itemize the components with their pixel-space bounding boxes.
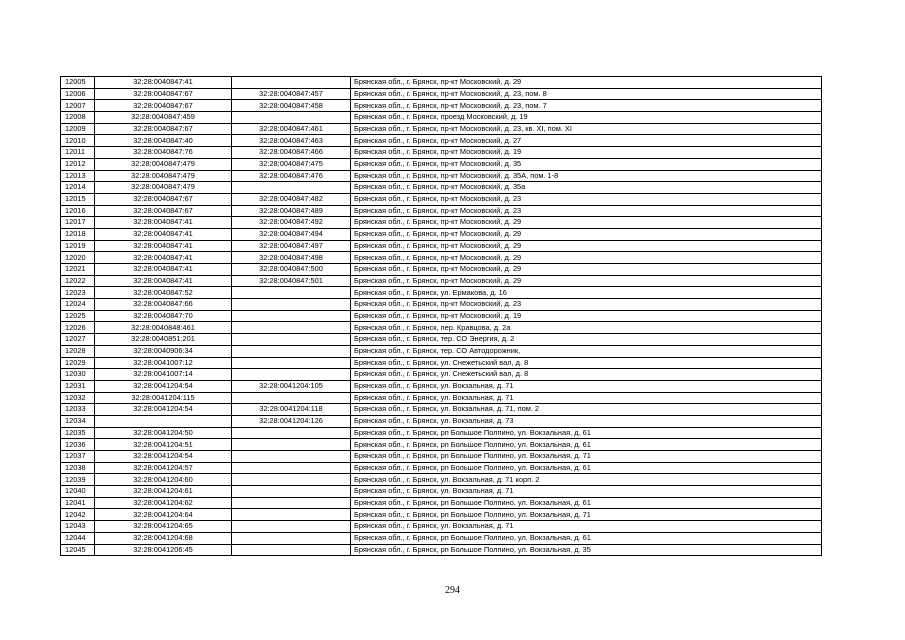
row-number-cell: 12033 <box>61 404 95 416</box>
cadastral-number-cell: 32:28:0040847:41 <box>95 275 232 287</box>
address-cell: Брянская обл., г. Брянск, ул. Вокзальная, д. 71 <box>351 521 822 533</box>
table-row <box>61 474 822 486</box>
object-cadastral-number-cell <box>232 474 351 486</box>
object-cadastral-number-cell <box>232 182 351 194</box>
table-row <box>61 147 822 159</box>
address-cell: Брянская обл., г. Брянск, ул. Вокзальная, д. 71, пом. 2 <box>351 404 822 416</box>
table-row <box>61 380 822 392</box>
object-cadastral-number-cell <box>232 334 351 346</box>
row-number-cell: 12009 <box>61 123 95 135</box>
cadastral-number-cell: 32:28:0041204:51 <box>95 439 232 451</box>
row-number-cell: 12023 <box>61 287 95 299</box>
cadastral-number-cell: 32:28:0040847:67 <box>95 100 232 112</box>
address-cell: Брянская обл., г. Брянск, тер. СО Автодорожник, <box>351 345 822 357</box>
registry-table <box>60 76 822 556</box>
row-number-cell: 12012 <box>61 158 95 170</box>
object-cadastral-number-cell <box>232 299 351 311</box>
address-cell: Брянская обл., г. Брянск, ул. Вокзальная, д. 71 корп. 2 <box>351 474 822 486</box>
object-cadastral-number-cell <box>232 310 351 322</box>
table-row <box>61 357 822 369</box>
address-cell: Брянская обл., г. Брянск, рп Большое Полпино, ул. Вокзальная, д. 35 <box>351 544 822 556</box>
cadastral-number-cell: 32:28:0040847:41 <box>95 77 232 89</box>
object-cadastral-number-cell <box>232 532 351 544</box>
address-cell: Брянская обл., г. Брянск, пр-кт Московский, д. 29 <box>351 77 822 89</box>
row-number-cell: 12031 <box>61 380 95 392</box>
table-row <box>61 193 822 205</box>
address-cell: Брянская обл., г. Брянск, ул. Вокзальная, д. 73 <box>351 415 822 427</box>
cadastral-number-cell: 32:28:0040847:41 <box>95 264 232 276</box>
object-cadastral-number-cell: 32:28:0040847:463 <box>232 135 351 147</box>
address-cell: Брянская обл., г. Брянск, пр-кт Московский, д. 35А, пом. 1-8 <box>351 170 822 182</box>
cadastral-number-cell: 32:28:0041204:68 <box>95 532 232 544</box>
row-number-cell: 12041 <box>61 497 95 509</box>
address-cell: Брянская обл., г. Брянск, тер. СО Энергия, д. 2 <box>351 334 822 346</box>
table-row <box>61 509 822 521</box>
table-row <box>61 264 822 276</box>
cadastral-number-cell: 32:28:0040847:70 <box>95 310 232 322</box>
table-row <box>61 100 822 112</box>
object-cadastral-number-cell: 32:28:0040847:492 <box>232 217 351 229</box>
object-cadastral-number-cell: 32:28:0040847:482 <box>232 193 351 205</box>
object-cadastral-number-cell <box>232 287 351 299</box>
address-cell: Брянская обл., г. Брянск, пр-кт Московский, д. 23 <box>351 299 822 311</box>
object-cadastral-number-cell: 32:28:0041204:105 <box>232 380 351 392</box>
table-row <box>61 462 822 474</box>
row-number-cell: 12028 <box>61 345 95 357</box>
cadastral-number-cell: 32:28:0041204:54 <box>95 404 232 416</box>
cadastral-number-cell: 32:28:0040847:41 <box>95 228 232 240</box>
table-row <box>61 334 822 346</box>
table-row <box>61 112 822 124</box>
table-row <box>61 77 822 89</box>
object-cadastral-number-cell: 32:28:0040847:476 <box>232 170 351 182</box>
cadastral-number-cell: 32:28:0041204:57 <box>95 462 232 474</box>
table-row <box>61 369 822 381</box>
row-number-cell: 12015 <box>61 193 95 205</box>
row-number-cell: 12044 <box>61 532 95 544</box>
object-cadastral-number-cell <box>232 392 351 404</box>
table-row <box>61 123 822 135</box>
row-number-cell: 12017 <box>61 217 95 229</box>
row-number-cell: 12024 <box>61 299 95 311</box>
cadastral-number-cell: 32:28:0041204:65 <box>95 521 232 533</box>
cadastral-number-cell: 32:28:0040851:201 <box>95 334 232 346</box>
row-number-cell: 12021 <box>61 264 95 276</box>
table-row <box>61 521 822 533</box>
object-cadastral-number-cell: 32:28:0040847:475 <box>232 158 351 170</box>
row-number-cell: 12022 <box>61 275 95 287</box>
address-cell: Брянская обл., г. Брянск, пр-кт Московский, д. 29 <box>351 228 822 240</box>
row-number-cell: 12005 <box>61 77 95 89</box>
cadastral-number-cell: 32:28:0040847:41 <box>95 240 232 252</box>
table-row <box>61 415 822 427</box>
object-cadastral-number-cell <box>232 357 351 369</box>
address-cell: Брянская обл., г. Брянск, ул. Вокзальная, д. 71 <box>351 392 822 404</box>
cadastral-number-cell: 32:28:0040847:479 <box>95 170 232 182</box>
row-number-cell: 12029 <box>61 357 95 369</box>
cadastral-number-cell: 32:28:0040848:461 <box>95 322 232 334</box>
row-number-cell: 12036 <box>61 439 95 451</box>
object-cadastral-number-cell: 32:28:0040847:458 <box>232 100 351 112</box>
cadastral-number-cell: 32:28:0041204:50 <box>95 427 232 439</box>
address-cell: Брянская обл., г. Брянск, рп Большое Полпино, ул. Вокзальная, д. 61 <box>351 497 822 509</box>
cadastral-number-cell: 32:28:0041204:115 <box>95 392 232 404</box>
table-row <box>61 451 822 463</box>
row-number-cell: 12007 <box>61 100 95 112</box>
row-number-cell: 12034 <box>61 415 95 427</box>
cadastral-number-cell <box>95 415 232 427</box>
registry-table-body <box>61 77 822 556</box>
address-cell: Брянская обл., г. Брянск, рп Большое Полпино, ул. Вокзальная, д. 61 <box>351 462 822 474</box>
cadastral-number-cell: 32:28:0040847:52 <box>95 287 232 299</box>
cadastral-number-cell: 32:28:0041204:62 <box>95 497 232 509</box>
cadastral-number-cell: 32:28:0040847:479 <box>95 182 232 194</box>
object-cadastral-number-cell: 32:28:0041204:118 <box>232 404 351 416</box>
address-cell: Брянская обл., г. Брянск, ул. Снежетьский вал, д. 8 <box>351 369 822 381</box>
row-number-cell: 12037 <box>61 451 95 463</box>
cadastral-number-cell: 32:28:0041204:54 <box>95 380 232 392</box>
object-cadastral-number-cell: 32:28:0040847:457 <box>232 88 351 100</box>
address-cell: Брянская обл., г. Брянск, пр-кт Московский, д. 23, пом. 7 <box>351 100 822 112</box>
table-row <box>61 299 822 311</box>
table-row <box>61 228 822 240</box>
object-cadastral-number-cell: 32:28:0040847:497 <box>232 240 351 252</box>
row-number-cell: 12016 <box>61 205 95 217</box>
row-number-cell: 12008 <box>61 112 95 124</box>
table-row <box>61 404 822 416</box>
address-cell: Брянская обл., г. Брянск, пр-кт Московский, д. 19 <box>351 310 822 322</box>
row-number-cell: 12018 <box>61 228 95 240</box>
table-row <box>61 287 822 299</box>
table-row <box>61 497 822 509</box>
row-number-cell: 12045 <box>61 544 95 556</box>
object-cadastral-number-cell: 32:28:0040847:461 <box>232 123 351 135</box>
object-cadastral-number-cell <box>232 462 351 474</box>
address-cell: Брянская обл., г. Брянск, проезд Московский, д. 19 <box>351 112 822 124</box>
table-row <box>61 439 822 451</box>
row-number-cell: 12014 <box>61 182 95 194</box>
cadastral-number-cell: 32:28:0040906:34 <box>95 345 232 357</box>
cadastral-number-cell: 32:28:0040847:66 <box>95 299 232 311</box>
table-row <box>61 345 822 357</box>
object-cadastral-number-cell: 32:28:0040847:500 <box>232 264 351 276</box>
address-cell: Брянская обл., г. Брянск, рп Большое Полпино, ул. Вокзальная, д. 71 <box>351 509 822 521</box>
object-cadastral-number-cell <box>232 322 351 334</box>
cadastral-number-cell: 32:28:0041206:45 <box>95 544 232 556</box>
row-number-cell: 12030 <box>61 369 95 381</box>
row-number-cell: 12032 <box>61 392 95 404</box>
object-cadastral-number-cell <box>232 509 351 521</box>
object-cadastral-number-cell <box>232 369 351 381</box>
cadastral-number-cell: 32:28:0040847:41 <box>95 217 232 229</box>
row-number-cell: 12043 <box>61 521 95 533</box>
cadastral-number-cell: 32:28:0041204:64 <box>95 509 232 521</box>
address-cell: Брянская обл., г. Брянск, пер. Кравцова, д. 2а <box>351 322 822 334</box>
row-number-cell: 12010 <box>61 135 95 147</box>
address-cell: Брянская обл., г. Брянск, рп Большое Полпино, ул. Вокзальная, д. 61 <box>351 532 822 544</box>
table-row <box>61 275 822 287</box>
table-row <box>61 532 822 544</box>
row-number-cell: 12035 <box>61 427 95 439</box>
row-number-cell: 12006 <box>61 88 95 100</box>
address-cell: Брянская обл., г. Брянск, пр-кт Московский, д. 23 <box>351 193 822 205</box>
address-cell: Брянская обл., г. Брянск, рп Большое Полпино, ул. Вокзальная, д. 61 <box>351 439 822 451</box>
row-number-cell: 12026 <box>61 322 95 334</box>
table-row <box>61 135 822 147</box>
address-cell: Брянская обл., г. Брянск, ул. Снежетьский вал, д. 8 <box>351 357 822 369</box>
table-row <box>61 322 822 334</box>
address-cell: Брянская обл., г. Брянск, рп Большое Полпино, ул. Вокзальная, д. 61 <box>351 427 822 439</box>
object-cadastral-number-cell: 32:28:0040847:466 <box>232 147 351 159</box>
object-cadastral-number-cell <box>232 439 351 451</box>
object-cadastral-number-cell: 32:28:0040847:489 <box>232 205 351 217</box>
cadastral-number-cell: 32:28:0041007:14 <box>95 369 232 381</box>
address-cell: Брянская обл., г. Брянск, пр-кт Московский, д. 23 <box>351 205 822 217</box>
row-number-cell: 12020 <box>61 252 95 264</box>
table-row <box>61 158 822 170</box>
address-cell: Брянская обл., г. Брянск, пр-кт Московский, д. 19 <box>351 147 822 159</box>
address-cell: Брянская обл., г. Брянск, пр-кт Московский, д. 23, пом. 8 <box>351 88 822 100</box>
table-row <box>61 88 822 100</box>
cadastral-number-cell: 32:28:0040847:479 <box>95 158 232 170</box>
row-number-cell: 12025 <box>61 310 95 322</box>
address-cell: Брянская обл., г. Брянск, ул. Ермакова, д. 16 <box>351 287 822 299</box>
row-number-cell: 12013 <box>61 170 95 182</box>
address-cell: Брянская обл., г. Брянск, пр-кт Московский, д. 29 <box>351 240 822 252</box>
object-cadastral-number-cell: 32:28:0040847:498 <box>232 252 351 264</box>
object-cadastral-number-cell <box>232 486 351 498</box>
address-cell: Брянская обл., г. Брянск, пр-кт Московский, д. 27 <box>351 135 822 147</box>
row-number-cell: 12039 <box>61 474 95 486</box>
address-cell: Брянская обл., г. Брянск, пр-кт Московский, д. 23, кв. XI, пом. XI <box>351 123 822 135</box>
table-row <box>61 240 822 252</box>
object-cadastral-number-cell <box>232 451 351 463</box>
object-cadastral-number-cell <box>232 345 351 357</box>
cadastral-number-cell: 32:28:0041204:60 <box>95 474 232 486</box>
cadastral-number-cell: 32:28:0041204:54 <box>95 451 232 463</box>
table-row <box>61 544 822 556</box>
object-cadastral-number-cell <box>232 497 351 509</box>
address-cell: Брянская обл., г. Брянск, пр-кт Московский, д. 35а <box>351 182 822 194</box>
object-cadastral-number-cell <box>232 427 351 439</box>
row-number-cell: 12027 <box>61 334 95 346</box>
object-cadastral-number-cell <box>232 112 351 124</box>
table-row <box>61 170 822 182</box>
object-cadastral-number-cell <box>232 521 351 533</box>
object-cadastral-number-cell <box>232 77 351 89</box>
page-number: 294 <box>445 585 460 596</box>
table-row <box>61 310 822 322</box>
address-cell: Брянская обл., г. Брянск, ул. Вокзальная, д. 71 <box>351 486 822 498</box>
address-cell: Брянская обл., г. Брянск, пр-кт Московский, д. 29 <box>351 264 822 276</box>
address-cell: Брянская обл., г. Брянск, пр-кт Московский, д. 29 <box>351 252 822 264</box>
cadastral-number-cell: 32:28:0041007:12 <box>95 357 232 369</box>
table-row <box>61 427 822 439</box>
row-number-cell: 12019 <box>61 240 95 252</box>
table-row <box>61 486 822 498</box>
cadastral-number-cell: 32:28:0040847:40 <box>95 135 232 147</box>
row-number-cell: 12038 <box>61 462 95 474</box>
address-cell: Брянская обл., г. Брянск, пр-кт Московский, д. 35 <box>351 158 822 170</box>
cadastral-number-cell: 32:28:0041204:61 <box>95 486 232 498</box>
object-cadastral-number-cell <box>232 544 351 556</box>
row-number-cell: 12042 <box>61 509 95 521</box>
table-row <box>61 252 822 264</box>
object-cadastral-number-cell: 32:28:0040847:494 <box>232 228 351 240</box>
cadastral-number-cell: 32:28:0040847:67 <box>95 193 232 205</box>
cadastral-number-cell: 32:28:0040847:76 <box>95 147 232 159</box>
table-row <box>61 392 822 404</box>
cadastral-number-cell: 32:28:0040847:67 <box>95 205 232 217</box>
table-row <box>61 217 822 229</box>
cadastral-number-cell: 32:28:0040847:67 <box>95 123 232 135</box>
row-number-cell: 12040 <box>61 486 95 498</box>
object-cadastral-number-cell: 32:28:0040847:501 <box>232 275 351 287</box>
address-cell: Брянская обл., г. Брянск, ул. Вокзальная, д. 71 <box>351 380 822 392</box>
table-row <box>61 182 822 194</box>
address-cell: Брянская обл., г. Брянск, пр-кт Московский, д. 29 <box>351 275 822 287</box>
cadastral-number-cell: 32:28:0040847:41 <box>95 252 232 264</box>
address-cell: Брянская обл., г. Брянск, пр-кт Московский, д. 29 <box>351 217 822 229</box>
cadastral-number-cell: 32:28:0040847:67 <box>95 88 232 100</box>
cadastral-number-cell: 32:28:0040847:459 <box>95 112 232 124</box>
row-number-cell: 12011 <box>61 147 95 159</box>
object-cadastral-number-cell: 32:28:0041204:126 <box>232 415 351 427</box>
address-cell: Брянская обл., г. Брянск, рп Большое Полпино, ул. Вокзальная, д. 71 <box>351 451 822 463</box>
table-row <box>61 205 822 217</box>
